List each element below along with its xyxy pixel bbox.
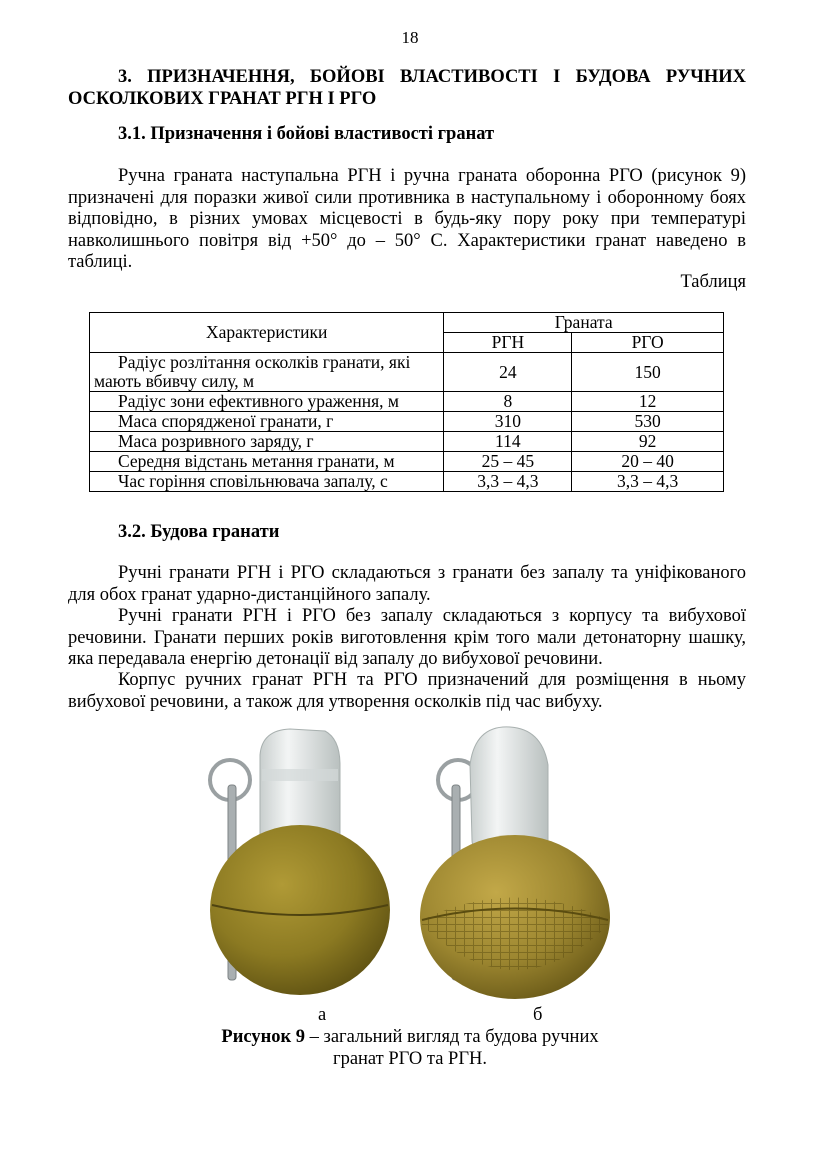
row-rgo-value: 92 [572, 432, 724, 452]
chapter-title: 3. ПРИЗНАЧЕННЯ, БОЙОВІ ВЛАСТИВОСТІ І БУДОВА РУЧНИХ ОСКОЛКОВИХ ГРАНАТ РГН І РГО [68, 67, 746, 109]
row-rgn-value: 3,3 – 4,3 [444, 472, 572, 492]
table-caption: Таблиця [680, 272, 746, 292]
table-row [90, 353, 724, 392]
table-row [90, 392, 724, 412]
paragraph-construction-2: Ручні гранати РГН і РГО без запалу складаються з корпусу та вибухової речовини. Гранати перших років виготовлення крім того мали детонаторну шашку, яка передавала енергію детонації від запалу до вибухової речовини. [68, 606, 746, 669]
section-title-purpose: 3.1. Призначення і бойові властивості гранат [118, 124, 495, 144]
row-rgo-value: 12 [572, 392, 724, 412]
figure-caption-line1: – загальний вигляд та будова ручних [305, 1027, 599, 1047]
figure-caption-number: Рисунок 9 [221, 1027, 306, 1047]
paragraph-construction-3: Корпус ручних гранат РГН та РГО призначений для розміщення в ньому вибухової речовини, а також для утворення осколків під час вибуху. [68, 670, 746, 712]
header-rgo: РГО [572, 333, 724, 353]
figure-label-a: а [318, 1005, 327, 1025]
table-row [90, 432, 724, 452]
row-rgo-value: 530 [572, 412, 724, 432]
row-rgn-value: 24 [444, 353, 572, 392]
header-rgn: РГН [444, 333, 572, 353]
paragraph-construction-1: Ручні гранати РГН і РГО складаються з гранати без запалу та уніфікованого для обох гранат ударно-дистанційного запалу. [68, 563, 746, 605]
header-grenade: Граната [444, 313, 724, 333]
table-row [90, 412, 724, 432]
grenades-photo [190, 725, 630, 1005]
row-rgn-value: 310 [444, 412, 572, 432]
table-row [90, 452, 724, 472]
figure-caption [0, 1026, 820, 1070]
row-name: Час горіння сповільнювача запалу, с [90, 472, 444, 492]
row-rgo-value: 3,3 – 4,3 [572, 472, 724, 492]
row-rgo-value: 20 – 40 [572, 452, 724, 472]
row-rgn-value: 8 [444, 392, 572, 412]
row-name: Середня відстань метання гранати, м [90, 452, 444, 472]
page-number: 18 [401, 28, 419, 47]
row-rgo-value: 150 [572, 353, 724, 392]
row-name: Радіус розлітання осколків гранати, які мають вбивчу силу, м [90, 353, 444, 392]
row-name: Радіус зони ефективного ураження, м [90, 392, 444, 412]
section-title-construction: 3.2. Будова гранати [118, 522, 280, 542]
figure-caption-line2: гранат РГО та РГН. [332, 1049, 488, 1069]
grenade-rgn-image [210, 729, 390, 995]
row-name: Маса спорядженої гранати, г [90, 412, 444, 432]
header-characteristics: Характеристики [90, 313, 444, 353]
row-rgn-value: 114 [444, 432, 572, 452]
fuse-cap-icon [470, 727, 548, 850]
grenade-rgo-image [420, 727, 610, 999]
characteristics-table [89, 312, 724, 492]
table-row [90, 472, 724, 492]
row-rgn-value: 25 – 45 [444, 452, 572, 472]
figure-label-b: б [533, 1005, 543, 1025]
row-name: Маса розривного заряду, г [90, 432, 444, 452]
paragraph-purpose: Ручна граната наступальна РГН і ручна граната оборонна РГО (рисунок 9) призначені для поразки живої сили противника в наступальному і оборонному боях відповідно, в різних умовах місцевості в будь-яку пору року при температурі навколишнього повітря від +50° до – 50° С. Характеристики гранат наведено в таблиці. [68, 166, 746, 272]
